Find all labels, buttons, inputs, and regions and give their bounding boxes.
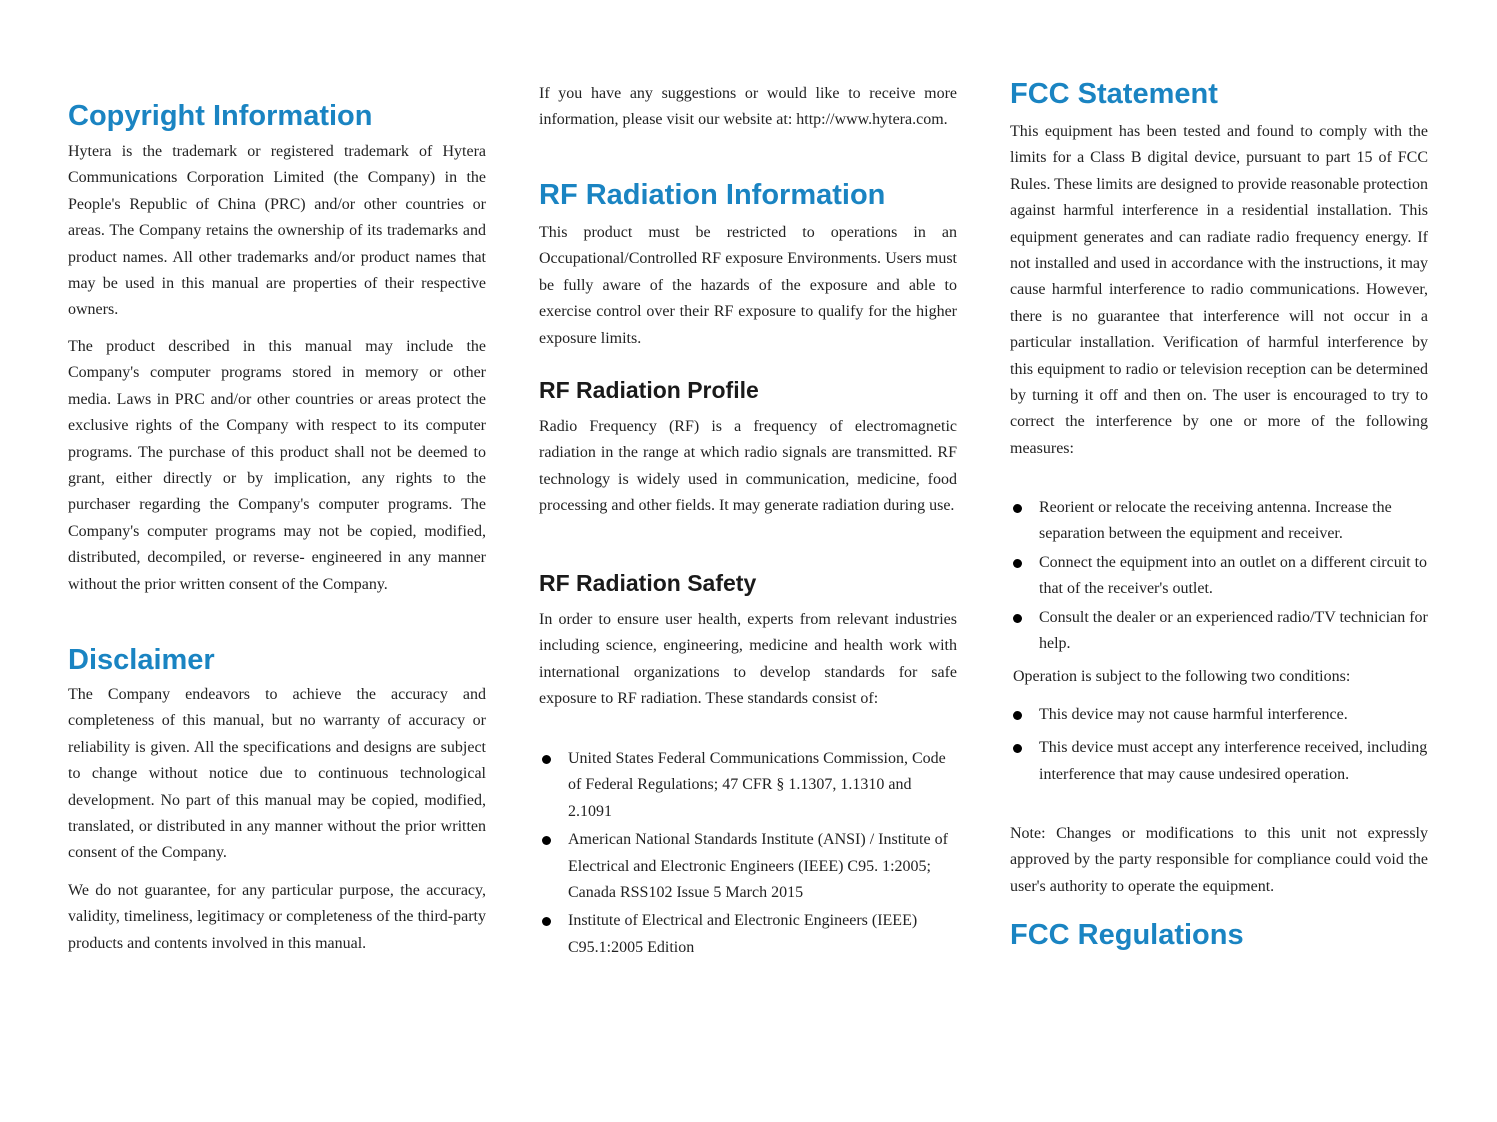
rf-radiation-profile-heading: RF Radiation Profile [539,377,759,403]
fcc-statement-heading: FCC Statement [1010,78,1218,110]
disclaimer-paragraph-2: We do not guarantee, for any particular purpose, the accuracy, validity, timeliness, legitimacy or completeness of the third-party products and contents involved in this manual. [68,882,486,952]
fcc-regulations-heading: FCC Regulations [1010,919,1244,951]
bullet-icon [542,755,551,764]
standard-text: American National Standards Institute (ANSI) / Institute of Electrical and Electronic Engineers (IEEE) C95. 1:2005; Canada RSS102 Issue 5 March 2015 [568,831,948,902]
note-paragraph: Note: Changes or modifications to this unit not expressly approved by the party responsible for compliance could void the user's authority to operate the equipment. [1010,825,1428,895]
rf-radiation-profile-paragraph: Radio Frequency (RF) is a frequency of electromagnetic radiation in the range at which radio signals are transmitted. RF technology is widely used in communication, medicine, food processing and other fields. It may generate radiation during use. [539,418,957,515]
standard-text: United States Federal Communications Commission, Code of Federal Regulations; 47 CFR § 1.1307, 1.1310 and 2.1091 [568,750,946,820]
measure-text: Reorient or relocate the receiving antenna. Increase the separation between the equipment and receiver. [1039,499,1392,543]
disclaimer-paragraph-1: The Company endeavors to achieve the accuracy and completeness of this manual, but no warranty of accuracy or reliability is given. All the specifications and designs are subject to change without notice due to continuous technological development. No part of this manual may be copied, modified, translated, or distributed in any manner without the prior written consent of the Company. [68,686,486,862]
bullet-icon [1013,711,1022,720]
rf-radiation-safety-paragraph: In order to ensure user health, experts from relevant industries including science, engineering, medicine and health work with international organizations to develop standards for safe exposure to RF radiation. These standards consist of: [539,611,957,708]
fcc-statement-paragraph: This equipment has been tested and found to comply with the limits for a Class B digital device, pursuant to part 15 of FCC Rules. These limits are designed to provide reasonable protection against harmful interference in a residential installation. This equipment generates and can radiate radio frequency energy. If not installed and used in accordance with the instructions, it may cause harmful interference to radio communications. However, there is no guarantee that interference will not occur in a particular installation. Verification of harmful interference by this equipment to radio or television reception can be determined by turning it off and then on. The user is encouraged to try to correct the interference by one or more of the following measures: [1010,123,1428,457]
copyright-paragraph-1: Hytera is the trademark or registered trademark of Hytera Communications Corporation Limited (the Company) in the People's Republic of China (PRC) and/or other countries or areas. The Company retains the ownership of its trademarks and product names. All other trademarks and/or product names that may be used in this manual are properties of their respective owners. [68,143,486,319]
list-item [1010,495,1428,548]
list-item [1010,605,1428,658]
bullet-icon [542,836,551,845]
list-item [1010,702,1428,728]
operation-paragraph: Operation is subject to the following two conditions: [1013,668,1351,685]
bullet-icon [1013,504,1022,513]
rf-radiation-safety-heading: RF Radiation Safety [539,570,757,596]
list-item [539,908,957,961]
rf-radiation-information-heading: RF Radiation Information [539,179,886,211]
copyright-heading: Copyright Information [68,100,373,132]
rf-radiation-information-paragraph: This product must be restricted to operations in an Occupational/Controlled RF exposure Environments. Users must be fully aware of the hazards of the exposure and able to exercise control over their RF exposure to qualify for the higher exposure limits. [539,224,957,347]
intro-paragraph: If you have any suggestions or would like to receive more information, please visit our website at: http://www.hytera.com. [539,85,957,129]
list-item [539,827,957,906]
bullet-icon [1013,559,1022,568]
bullet-icon [1013,744,1022,753]
disclaimer-heading: Disclaimer [68,644,215,676]
condition-text: This device may not cause harmful interference. [1039,706,1348,723]
list-item [1010,550,1428,603]
list-item [1010,735,1428,788]
measures-list [1010,495,1428,657]
copyright-paragraph-2: The product described in this manual may include the Company's computer programs stored in memory or other media. Laws in PRC and/or other countries or areas protect the exclusive rights of the Company with respect to its computer programs. The purchase of this product shall not be deemed to grant, either directly or by implication, any rights to the purchaser regarding the Company's computer programs. The Company's computer programs may not be copied, modified, distributed, decompiled, or reverse- engineered in any manner without the prior written consent of the Company. [68,338,486,593]
standards-list [539,746,957,961]
bullet-icon [1013,614,1022,623]
measure-text: Consult the dealer or an experienced radio/TV technician for help. [1039,608,1428,653]
condition-text: This device must accept any interference received, including interference that may cause undesired operation. [1039,739,1428,783]
conditions-list [1010,702,1428,788]
bullet-icon [542,917,551,926]
list-item [539,746,957,825]
measure-text: Connect the equipment into an outlet on a different circuit to that of the receiver's outlet. [1039,553,1428,598]
standard-text: Institute of Electrical and Electronic Engineers (IEEE) C95.1:2005 Edition [568,912,918,956]
